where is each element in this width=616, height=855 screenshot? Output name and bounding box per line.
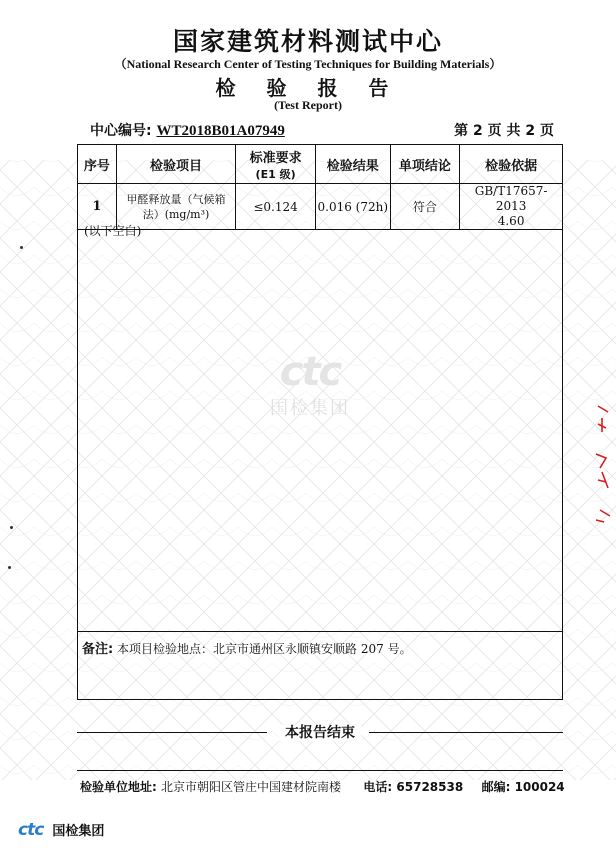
row-basis — [460, 184, 563, 230]
end-text: 本报告结束 — [279, 725, 361, 741]
results-table — [77, 144, 563, 230]
row-conclusion: 符合 — [390, 184, 460, 230]
header-requirement-label: 标准要求 — [249, 150, 302, 166]
header-conclusion: 单项结论 — [390, 145, 460, 184]
header-no: 序号 — [78, 145, 117, 184]
scan-speck — [8, 566, 11, 569]
center-title: 国家建筑材料测试中心 — [172, 27, 443, 56]
page-info: 第 2 页 共 2 页 — [454, 123, 554, 139]
row-basis-line2: 4.60 — [497, 214, 525, 228]
scan-speck — [20, 246, 23, 249]
footer-divider — [77, 770, 563, 771]
row-item-line1: 甲醛释放量（气候箱 — [126, 192, 226, 206]
scan-speck — [10, 526, 13, 529]
header-basis: 检验依据 — [460, 145, 563, 184]
watermark-text: 国检集团 — [270, 398, 350, 419]
remark — [82, 638, 412, 657]
table-header-row — [78, 145, 563, 184]
postcode: 100024 — [514, 780, 565, 794]
header-result: 检验结果 — [315, 145, 390, 184]
brand-name: 国检集团 — [52, 824, 105, 839]
center-subtitle: （National Research Center of Testing Techniques for Building Materials） — [114, 57, 502, 71]
center-number — [90, 120, 285, 140]
row-requirement: ≤0.124 — [236, 184, 316, 230]
brand-logo — [18, 820, 104, 840]
header-requirement — [236, 145, 316, 184]
center-number-value: WT2018B01A07949 — [156, 123, 285, 139]
address-label: 检验单位地址: — [80, 780, 157, 794]
row-basis-line1: GB/T17657-2013 — [474, 184, 548, 213]
row-no: 1 — [78, 184, 117, 230]
row-result: 0.016 (72h) — [315, 184, 390, 230]
remark-divider — [77, 631, 563, 632]
phone-label: 电话: — [363, 780, 393, 794]
header-item: 检验项目 — [116, 145, 235, 184]
report-title: 检 验 报 告 — [215, 76, 401, 100]
seal-stamp-icon — [590, 398, 612, 528]
row-item-line2: 法）(mg/m³) — [142, 207, 210, 221]
center-number-label: 中心编号: — [90, 123, 152, 139]
remark-label: 备注: — [82, 642, 114, 657]
ctc-logo-icon: ctc — [18, 820, 44, 840]
phone: 65728538 — [396, 780, 464, 794]
report-subtitle: (Test Report) — [274, 98, 342, 112]
header-requirement-grade: (E1 级) — [255, 167, 296, 181]
table-row — [78, 184, 563, 230]
remark-text: 本项目检验地点：北京市通州区永顺镇安顺路 207 号。 — [117, 642, 412, 656]
postcode-label: 邮编: — [481, 780, 511, 794]
blank-note: (以下空白) — [84, 224, 142, 238]
end-of-report — [77, 720, 563, 740]
watermark-logo: ctc — [279, 349, 341, 395]
footer — [80, 778, 565, 795]
address: 北京市朝阳区管庄中国建材院南楼 — [161, 780, 342, 794]
